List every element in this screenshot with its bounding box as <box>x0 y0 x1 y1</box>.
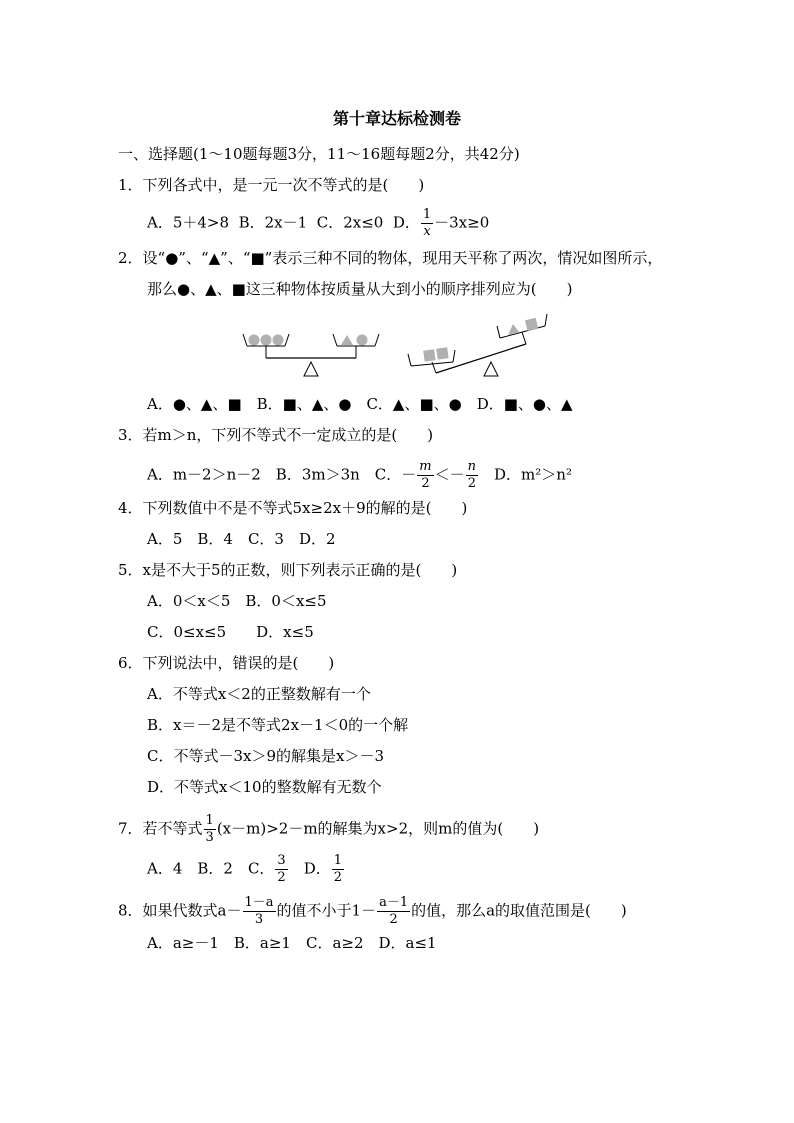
question-2-options: A．●、▲、■ B．■、▲、● C．▲、■、● D．■、●、▲ <box>147 395 573 413</box>
balance-scale-1 <box>243 334 379 376</box>
option-d-label: D． <box>288 859 331 878</box>
numerator: n <box>467 459 477 474</box>
question-5-options-row2: C．0≤x≤5 D．x≤5 <box>147 623 314 641</box>
fraction <box>275 853 287 886</box>
question-7-stem <box>118 813 539 846</box>
question-8-options: A．a≥－1 B．a≥1 C．a≥2 D．a≤1 <box>147 934 437 952</box>
question-6-option-c: C．不等式－3x＞9的解集是x＞－3 <box>147 747 385 765</box>
question-5-stem: 5．x是不大于5的正数，则下列表示正确的是( ) <box>118 561 458 579</box>
stem-suffix: 的值，那么a的取值范围是( ) <box>411 901 627 920</box>
inequality-sign: ＜－ <box>434 465 465 484</box>
circle-weight <box>261 335 272 346</box>
balance-scale-2 <box>408 314 547 376</box>
numerator: 1－a <box>244 895 274 910</box>
stem-prefix: 8．如果代数式a－ <box>118 901 242 920</box>
section-heading: 一、选择题(1～10题每题3分，11～16题每题2分，共42分) <box>118 145 520 163</box>
question-3-options: A．m－2＞n－2 B．3m＞3n C．－ $\frac{m}{2}$ ＜－ $\frac{n}{2}$ D．m²＞n² <box>147 459 572 491</box>
fraction <box>421 207 433 240</box>
denominator: 2 <box>333 870 343 885</box>
numerator: 3 <box>277 853 286 868</box>
question-6-stem: 6．下列说法中，错误的是( ) <box>118 654 335 672</box>
fraction <box>204 813 216 846</box>
stem-suffix: (x－m)>2－m的解集为x>2，则m的值为( ) <box>216 819 540 838</box>
option-b: B．2x－1 <box>238 213 308 232</box>
question-3-stem: 3．若m＞n，下列不等式不一定成立的是( ) <box>118 426 434 444</box>
circle-weight <box>249 335 260 346</box>
square-weight <box>525 318 538 331</box>
option-d: D．m²＞n² <box>479 465 572 484</box>
question-2-stem-line2: 那么●、▲、■这三种物体按质量从大到小的顺序排列应为( ) <box>147 280 573 298</box>
numerator: 1 <box>422 207 432 222</box>
page-title: 第十章达标检测卷 <box>332 109 461 128</box>
option-d-tail: －3x≥0 <box>434 213 490 232</box>
denominator: 2 <box>389 912 398 927</box>
question-4-options: A．5 B．4 C．3 D．2 <box>147 530 336 548</box>
question-1-stem: 1．下列各式中，是一元一次不等式的是( ) <box>118 176 425 194</box>
option-d-label: D． <box>392 213 420 232</box>
question-6-option-d: D．不等式x＜10的整数解有无数个 <box>147 778 382 796</box>
circle-weight <box>273 335 284 346</box>
denominator: 2 <box>421 476 430 491</box>
circle-weight <box>357 335 368 346</box>
question-6-option-a: A．不等式x＜2的正整数解有一个 <box>147 685 371 703</box>
denominator: 2 <box>467 476 476 491</box>
stem-prefix: 7．若不等式 <box>118 819 203 838</box>
options-a-c: A．4 B．2 C． <box>147 859 275 878</box>
option-a: A．5＋4>8 <box>147 213 230 232</box>
denominator: x <box>423 224 431 239</box>
balance-scales-figure <box>235 310 595 386</box>
options-a-c: A．m－2＞n－2 B．3m＞3n C． <box>147 465 402 484</box>
fraction <box>377 895 410 928</box>
fraction <box>417 459 433 492</box>
fraction <box>332 853 344 886</box>
question-2-stem-line1: 2．设“●”、“▲”、“■”表示三种不同的物体，现用天平称了两次，情况如图所示， <box>118 249 663 267</box>
denominator: 2 <box>277 870 286 885</box>
question-5-options-row1: A．0＜x＜5 B．0＜x≤5 <box>147 592 327 610</box>
triangle-weight <box>341 335 353 345</box>
stem-middle: 的值不小于1－ <box>276 901 377 920</box>
question-8-stem <box>118 895 627 928</box>
fraction <box>466 459 478 492</box>
option-c: C．2x≤0 <box>316 213 384 232</box>
numerator: 1 <box>333 853 343 868</box>
question-7-options <box>147 853 345 886</box>
numerator: m <box>419 459 432 474</box>
question-6-option-b: B．x＝－2是不等式2x－1＜0的一个解 <box>147 716 409 734</box>
denominator: 3 <box>254 912 264 927</box>
square-weight <box>423 349 435 361</box>
numerator: 1 <box>205 813 214 828</box>
question-1-options <box>147 207 489 240</box>
numerator: a－1 <box>379 895 409 910</box>
square-weight <box>436 347 448 359</box>
denominator: 3 <box>205 830 214 845</box>
fraction <box>243 895 276 928</box>
question-4-stem: 4．下列数值中不是不等式5x≥2x＋9的解的是( ) <box>118 499 468 517</box>
